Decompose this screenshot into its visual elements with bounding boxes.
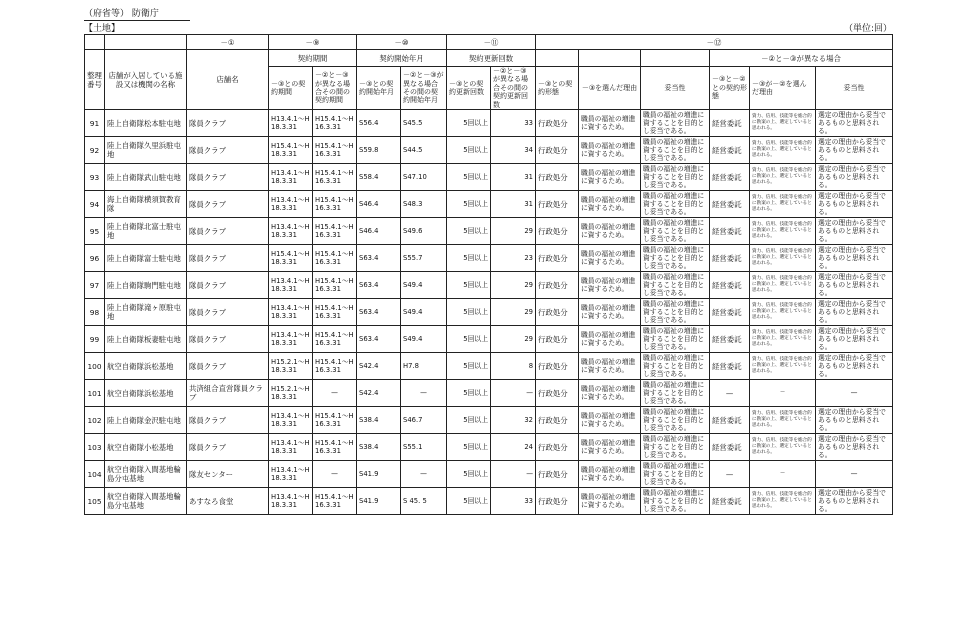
row-number: 100 — [85, 353, 105, 380]
validity-sub: 選定の理由から妥当であるものと思料される。 — [816, 137, 893, 164]
selection-reason: 職員の福祉の増進に資するため。 — [579, 218, 641, 245]
contract-period-sub: H15.4.1～H16.3.31 — [313, 326, 357, 353]
contract-start: S41.9 — [357, 488, 401, 515]
selection-reason-sub: — — [750, 461, 816, 488]
validity-sub: 選定の理由から妥当であるものと思料される。 — [816, 299, 893, 326]
contract-period: H13.4.1～H18.3.31 — [269, 461, 313, 488]
contract-start: S38.4 — [357, 407, 401, 434]
contract-period-sub: H15.4.1～H16.3.31 — [313, 407, 357, 434]
selection-reason-sub: 資力、信用、技能等を総合的に勘案の上、選定していると思われる。 — [750, 245, 816, 272]
header-blank — [105, 35, 187, 50]
validity-sub: 選定の理由から妥当であるものと思料される。 — [816, 218, 893, 245]
row-number: 93 — [85, 164, 105, 191]
table-row — [85, 110, 893, 137]
contract-table — [84, 34, 893, 515]
facility-name: 陸上自衛隊滝ヶ原駐屯地 — [105, 299, 187, 326]
renewal-count: 5回以上 — [447, 245, 491, 272]
header-validity: 妥当性 — [641, 67, 710, 110]
header-blank — [579, 50, 641, 67]
validity: 職員の福祉の増進に資することを目的とし妥当である。 — [641, 407, 710, 434]
contract-period-sub: H15.4.1～H16.3.31 — [313, 110, 357, 137]
renewal-count-sub: — — [491, 461, 536, 488]
contract-start: S38.4 — [357, 434, 401, 461]
contract-form-sub: 経営委託 — [710, 407, 750, 434]
validity: 職員の福祉の増進に資することを目的とし妥当である。 — [641, 164, 710, 191]
validity: 職員の福祉の増進に資することを目的とし妥当である。 — [641, 326, 710, 353]
renewal-count-sub: 31 — [491, 164, 536, 191]
contract-period: H13.4.1～H18.3.31 — [269, 299, 313, 326]
facility-name: 航空自衛隊入間基地輪島分屯基地 — [105, 488, 187, 515]
contract-form: 行政処分 — [536, 407, 579, 434]
contract-period: H13.4.1～H18.3.31 — [269, 191, 313, 218]
renewal-count-sub: 29 — [491, 218, 536, 245]
selection-reason: 職員の福祉の増進に資するため。 — [579, 164, 641, 191]
contract-period-sub: H15.4.1～H16.3.31 — [313, 488, 357, 515]
contract-start: S42.4 — [357, 380, 401, 407]
selection-reason-sub: 資力、信用、技能等を総合的に勘案の上、選定していると思われる。 — [750, 353, 816, 380]
contract-form: 行政処分 — [536, 488, 579, 515]
validity-sub: 選定の理由から妥当であるものと思料される。 — [816, 407, 893, 434]
row-number: 91 — [85, 110, 105, 137]
selection-reason-sub: 資力、信用、技能等を総合的に勘案の上、選定していると思われる。 — [750, 299, 816, 326]
store-name: 隊員クラブ — [187, 326, 269, 353]
contract-form-sub: 経営委託 — [710, 191, 750, 218]
selection-reason: 職員の福祉の増進に資するため。 — [579, 353, 641, 380]
contract-period: H13.4.1～H18.3.31 — [269, 272, 313, 299]
contract-form-sub: 経営委託 — [710, 434, 750, 461]
header-store: 店舗名 — [187, 50, 269, 110]
facility-name: 航空自衛隊入間基地輪島分屯基地 — [105, 461, 187, 488]
store-name: 隊員クラブ — [187, 353, 269, 380]
row-number: 101 — [85, 380, 105, 407]
contract-form: 行政処分 — [536, 299, 579, 326]
contract-start-sub: S49.6 — [401, 218, 447, 245]
header-start-2-3: －②と－③が異なる場合その間の契約開始年月 — [401, 67, 447, 110]
facility-name: 航空自衛隊浜松基地 — [105, 353, 187, 380]
contract-form: 行政処分 — [536, 110, 579, 137]
agency-label: （府省等） 防衛庁 — [84, 8, 190, 21]
store-name: 隊員クラブ — [187, 434, 269, 461]
validity-sub: 選定の理由から妥当であるものと思料される。 — [816, 353, 893, 380]
contract-form-sub: 経営委託 — [710, 326, 750, 353]
validity-sub: 選定の理由から妥当であるものと思料される。 — [816, 191, 893, 218]
selection-reason: 職員の福祉の増進に資するため。 — [579, 434, 641, 461]
row-number: 103 — [85, 434, 105, 461]
contract-period: H15.4.1～H18.3.31 — [269, 137, 313, 164]
contract-start-sub: S49.4 — [401, 326, 447, 353]
contract-start-sub: S45.5 — [401, 110, 447, 137]
selection-reason-sub: 資力、信用、技能等を総合的に勘案の上、選定していると思われる。 — [750, 191, 816, 218]
validity-sub: — — [816, 461, 893, 488]
selection-reason-sub: 資力、信用、技能等を総合的に勘案の上、選定していると思われる。 — [750, 326, 816, 353]
contract-form: 行政処分 — [536, 461, 579, 488]
contract-form-sub: 経営委託 — [710, 245, 750, 272]
facility-name: 陸上自衛隊北富士駐屯地 — [105, 218, 187, 245]
header-diff-case: －②と－③が異なる場合 — [710, 50, 893, 67]
table-row — [85, 191, 893, 218]
contract-period-sub: — — [313, 461, 357, 488]
row-number: 97 — [85, 272, 105, 299]
selection-reason: 職員の福祉の増進に資するため。 — [579, 191, 641, 218]
header-group-12: －⑫ — [536, 35, 893, 50]
facility-name: 海上自衛隊横須賀教育隊 — [105, 191, 187, 218]
table-row — [85, 218, 893, 245]
table-row — [85, 461, 893, 488]
table-row — [85, 488, 893, 515]
contract-form: 行政処分 — [536, 434, 579, 461]
store-name: あすなろ食堂 — [187, 488, 269, 515]
facility-name: 陸上自衛隊武山駐屯地 — [105, 164, 187, 191]
row-number: 102 — [85, 407, 105, 434]
facility-name: 陸上自衛隊板妻駐屯地 — [105, 326, 187, 353]
contract-start: S59.8 — [357, 137, 401, 164]
renewal-count-sub: 29 — [491, 299, 536, 326]
table-row — [85, 245, 893, 272]
contract-form-sub: 経営委託 — [710, 218, 750, 245]
contract-period: H13.4.1～H18.3.31 — [269, 434, 313, 461]
store-name: 隊員クラブ — [187, 110, 269, 137]
renewal-count: 5回以上 — [447, 164, 491, 191]
row-number: 98 — [85, 299, 105, 326]
row-number: 92 — [85, 137, 105, 164]
selection-reason: 職員の福祉の増進に資するため。 — [579, 299, 641, 326]
renewal-count: 5回以上 — [447, 272, 491, 299]
renewal-count-sub: 33 — [491, 488, 536, 515]
validity-sub: 選定の理由から妥当であるものと思料される。 — [816, 326, 893, 353]
store-name: 隊員クラブ — [187, 407, 269, 434]
table-row — [85, 353, 893, 380]
validity-sub: 選定の理由から妥当であるものと思料される。 — [816, 272, 893, 299]
contract-start-sub: S44.5 — [401, 137, 447, 164]
renewal-count-sub: 8 — [491, 353, 536, 380]
contract-period: H13.4.1～H18.3.31 — [269, 218, 313, 245]
table-row — [85, 137, 893, 164]
selection-reason: 職員の福祉の増進に資するため。 — [579, 272, 641, 299]
contract-start-sub: S49.4 — [401, 299, 447, 326]
validity: 職員の福祉の増進に資することを目的とし妥当である。 — [641, 110, 710, 137]
contract-start-sub: S49.4 — [401, 272, 447, 299]
contract-form-sub: 経営委託 — [710, 299, 750, 326]
contract-form-sub: 経営委託 — [710, 353, 750, 380]
renewal-count: 5回以上 — [447, 299, 491, 326]
contract-start: S63.4 — [357, 299, 401, 326]
section-label: 【土地】 — [84, 24, 121, 34]
contract-start-sub: S48.3 — [401, 191, 447, 218]
contract-start: S63.4 — [357, 326, 401, 353]
contract-form-sub: 経営委託 — [710, 488, 750, 515]
selection-reason: 職員の福祉の増進に資するため。 — [579, 245, 641, 272]
row-number: 99 — [85, 326, 105, 353]
contract-period: H15.2.1～H18.3.31 — [269, 380, 313, 407]
header-contract-start: 契約開始年月 — [357, 50, 447, 67]
contract-form-sub: — — [710, 461, 750, 488]
store-name: 隊員クラブ — [187, 164, 269, 191]
header-start-3: －③との契約開始年月 — [357, 67, 401, 110]
store-name: 隊員クラブ — [187, 191, 269, 218]
selection-reason-sub: — — [750, 380, 816, 407]
header-validity-2: 妥当性 — [816, 67, 893, 110]
selection-reason-sub: 資力、信用、技能等を総合的に勘案の上、選定していると思われる。 — [750, 137, 816, 164]
contract-form: 行政処分 — [536, 164, 579, 191]
contract-start: S46.4 — [357, 191, 401, 218]
contract-form: 行政処分 — [536, 245, 579, 272]
row-number: 104 — [85, 461, 105, 488]
validity: 職員の福祉の増進に資することを目的とし妥当である。 — [641, 434, 710, 461]
contract-period-sub: — — [313, 380, 357, 407]
table-row — [85, 326, 893, 353]
contract-start-sub: — — [401, 461, 447, 488]
renewal-count: 5回以上 — [447, 488, 491, 515]
contract-form-sub: — — [710, 380, 750, 407]
facility-name: 陸上自衛隊松本駐屯地 — [105, 110, 187, 137]
contract-form-sub: 経営委託 — [710, 164, 750, 191]
selection-reason-sub: 資力、信用、技能等を総合的に勘案の上、選定していると思われる。 — [750, 434, 816, 461]
renewal-count: 5回以上 — [447, 461, 491, 488]
facility-name: 陸上自衛隊久里浜駐屯地 — [105, 137, 187, 164]
header-reason-3-2: －③が－②を選んだ理由 — [750, 67, 816, 110]
contract-period: H13.4.1～H18.3.31 — [269, 407, 313, 434]
contract-period-sub: H15.4.1～H16.3.31 — [313, 137, 357, 164]
renewal-count: 5回以上 — [447, 353, 491, 380]
renewal-count: 5回以上 — [447, 110, 491, 137]
contract-start-sub: S46.7 — [401, 407, 447, 434]
header-blank — [641, 50, 710, 67]
row-number: 96 — [85, 245, 105, 272]
contract-start-sub: S55.1 — [401, 434, 447, 461]
header-form-3-2: －③と－②との契約形態 — [710, 67, 750, 110]
header-facility: 店舗が入居している施設又は機関の名称 — [105, 50, 187, 110]
facility-name: 陸上自衛隊金沢駐屯地 — [105, 407, 187, 434]
row-number: 95 — [85, 218, 105, 245]
header-number: 整理番号 — [85, 50, 105, 110]
contract-period-sub: H15.4.1～H16.3.31 — [313, 299, 357, 326]
contract-start: S56.4 — [357, 110, 401, 137]
contract-period-sub: H15.4.1～H16.3.31 — [313, 191, 357, 218]
selection-reason: 職員の福祉の増進に資するため。 — [579, 110, 641, 137]
validity: 職員の福祉の増進に資することを目的とし妥当である。 — [641, 137, 710, 164]
header-contract-period: 契約期間 — [269, 50, 357, 67]
contract-period-sub: H15.4.1～H16.3.31 — [313, 218, 357, 245]
contract-start: S46.4 — [357, 218, 401, 245]
header-renew-3: －③との契約更新回数 — [447, 67, 491, 110]
renewal-count-sub: 23 — [491, 245, 536, 272]
validity-sub: — — [816, 380, 893, 407]
contract-period: H13.4.1～H18.3.31 — [269, 326, 313, 353]
renewal-count: 5回以上 — [447, 326, 491, 353]
header-group-1: －① — [187, 35, 269, 50]
header-renew-2-3: －②と－③が異なる場合その間の契約更新回数 — [491, 67, 536, 110]
selection-reason: 職員の福祉の増進に資するため。 — [579, 461, 641, 488]
header-blank — [536, 50, 579, 67]
selection-reason-sub: 資力、信用、技能等を総合的に勘案の上、選定していると思われる。 — [750, 110, 816, 137]
facility-name: 航空自衛隊小松基地 — [105, 434, 187, 461]
renewal-count-sub: 33 — [491, 110, 536, 137]
contract-start-sub: S55.7 — [401, 245, 447, 272]
contract-form: 行政処分 — [536, 272, 579, 299]
facility-name: 陸上自衛隊駒門駐屯地 — [105, 272, 187, 299]
header-period-3: －③との契約期間 — [269, 67, 313, 110]
contract-period: H15.4.1～H18.3.31 — [269, 245, 313, 272]
table-row — [85, 299, 893, 326]
contract-form: 行政処分 — [536, 326, 579, 353]
renewal-count-sub: 24 — [491, 434, 536, 461]
row-number: 105 — [85, 488, 105, 515]
facility-name: 陸上自衛隊富士駐屯地 — [105, 245, 187, 272]
contract-form: 行政処分 — [536, 380, 579, 407]
table-row — [85, 164, 893, 191]
store-name: 隊員クラブ — [187, 218, 269, 245]
selection-reason: 職員の福祉の増進に資するため。 — [579, 380, 641, 407]
contract-start-sub: S47.10 — [401, 164, 447, 191]
validity: 職員の福祉の増進に資することを目的とし妥当である。 — [641, 353, 710, 380]
contract-form-sub: 経営委託 — [710, 110, 750, 137]
contract-start: S42.4 — [357, 353, 401, 380]
contract-form: 行政処分 — [536, 137, 579, 164]
contract-start: S63.4 — [357, 245, 401, 272]
store-name: 隊員クラブ — [187, 272, 269, 299]
renewal-count-sub: 29 — [491, 326, 536, 353]
renewal-count: 5回以上 — [447, 191, 491, 218]
header-group-10: －⑩ — [357, 35, 447, 50]
contract-form-sub: 経営委託 — [710, 137, 750, 164]
renewal-count-sub: — — [491, 380, 536, 407]
store-name: 隊員クラブ — [187, 245, 269, 272]
header-group-9: －⑨ — [269, 35, 357, 50]
validity: 職員の福祉の増進に資することを目的とし妥当である。 — [641, 191, 710, 218]
contract-period-sub: H15.4.1～H16.3.31 — [313, 245, 357, 272]
contract-start: S63.4 — [357, 272, 401, 299]
renewal-count-sub: 34 — [491, 137, 536, 164]
validity-sub: 選定の理由から妥当であるものと思料される。 — [816, 488, 893, 515]
unit-label: （単位:回） — [843, 24, 892, 34]
selection-reason-sub: 資力、信用、技能等を総合的に勘案の上、選定していると思われる。 — [750, 164, 816, 191]
contract-start-sub: H7.8 — [401, 353, 447, 380]
renewal-count-sub: 31 — [491, 191, 536, 218]
selection-reason-sub: 資力、信用、技能等を総合的に勘案の上、選定していると思われる。 — [750, 488, 816, 515]
table-row — [85, 434, 893, 461]
selection-reason-sub: 資力、信用、技能等を総合的に勘案の上、選定していると思われる。 — [750, 218, 816, 245]
header-period-2-3: －②と－③が異なる場合その間の契約期間 — [313, 67, 357, 110]
selection-reason: 職員の福祉の増進に資するため。 — [579, 488, 641, 515]
contract-period: H15.2.1～H18.3.31 — [269, 353, 313, 380]
renewal-count: 5回以上 — [447, 137, 491, 164]
validity: 職員の福祉の増進に資することを目的とし妥当である。 — [641, 299, 710, 326]
selection-reason: 職員の福祉の増進に資するため。 — [579, 407, 641, 434]
renewal-count: 5回以上 — [447, 434, 491, 461]
header-renewals: 契約更新回数 — [447, 50, 536, 67]
selection-reason-sub: 資力、信用、技能等を総合的に勘案の上、選定していると思われる。 — [750, 407, 816, 434]
store-name: 隊員クラブ — [187, 299, 269, 326]
validity: 職員の福祉の増進に資することを目的とし妥当である。 — [641, 488, 710, 515]
renewal-count: 5回以上 — [447, 380, 491, 407]
contract-form-sub: 経営委託 — [710, 272, 750, 299]
facility-name: 航空自衛隊浜松基地 — [105, 380, 187, 407]
validity-sub: 選定の理由から妥当であるものと思料される。 — [816, 110, 893, 137]
renewal-count: 5回以上 — [447, 407, 491, 434]
selection-reason: 職員の福祉の増進に資するため。 — [579, 326, 641, 353]
contract-period: H13.4.1～H18.3.31 — [269, 488, 313, 515]
validity: 職員の福祉の増進に資することを目的とし妥当である。 — [641, 218, 710, 245]
contract-period-sub: H15.4.1～H16.3.31 — [313, 434, 357, 461]
store-name: 隊友センター — [187, 461, 269, 488]
table-row — [85, 272, 893, 299]
store-name: 共済組合直営隊員クラブ — [187, 380, 269, 407]
contract-form: 行政処分 — [536, 353, 579, 380]
contract-period: H13.4.1～H18.3.31 — [269, 164, 313, 191]
header-blank — [85, 35, 105, 50]
contract-period-sub: H15.4.1～H16.3.31 — [313, 272, 357, 299]
contract-period-sub: H15.4.1～H16.3.31 — [313, 164, 357, 191]
renewal-count-sub: 32 — [491, 407, 536, 434]
selection-reason-sub: 資力、信用、技能等を総合的に勘案の上、選定していると思われる。 — [750, 272, 816, 299]
contract-start: S41.9 — [357, 461, 401, 488]
validity: 職員の福祉の増進に資することを目的とし妥当である。 — [641, 380, 710, 407]
validity: 職員の福祉の増進に資することを目的とし妥当である。 — [641, 461, 710, 488]
header-form-3: －③との契約形態 — [536, 67, 579, 110]
contract-start: S58.4 — [357, 164, 401, 191]
renewal-count-sub: 29 — [491, 272, 536, 299]
validity-sub: 選定の理由から妥当であるものと思料される。 — [816, 164, 893, 191]
validity-sub: 選定の理由から妥当であるものと思料される。 — [816, 434, 893, 461]
validity-sub: 選定の理由から妥当であるものと思料される。 — [816, 245, 893, 272]
header-group-11: －⑪ — [447, 35, 536, 50]
validity: 職員の福祉の増進に資することを目的とし妥当である。 — [641, 245, 710, 272]
store-name: 隊員クラブ — [187, 137, 269, 164]
contract-form: 行政処分 — [536, 191, 579, 218]
renewal-count: 5回以上 — [447, 218, 491, 245]
table-row — [85, 380, 893, 407]
contract-period-sub: H15.4.1～H16.3.31 — [313, 353, 357, 380]
contract-period: H13.4.1～H18.3.31 — [269, 110, 313, 137]
validity: 職員の福祉の増進に資することを目的とし妥当である。 — [641, 272, 710, 299]
contract-start-sub: — — [401, 380, 447, 407]
row-number: 94 — [85, 191, 105, 218]
contract-form: 行政処分 — [536, 218, 579, 245]
selection-reason: 職員の福祉の増進に資するため。 — [579, 137, 641, 164]
table-row — [85, 407, 893, 434]
header-reason-3: －③を選んだ理由 — [579, 67, 641, 110]
contract-start-sub: S 45. 5 — [401, 488, 447, 515]
